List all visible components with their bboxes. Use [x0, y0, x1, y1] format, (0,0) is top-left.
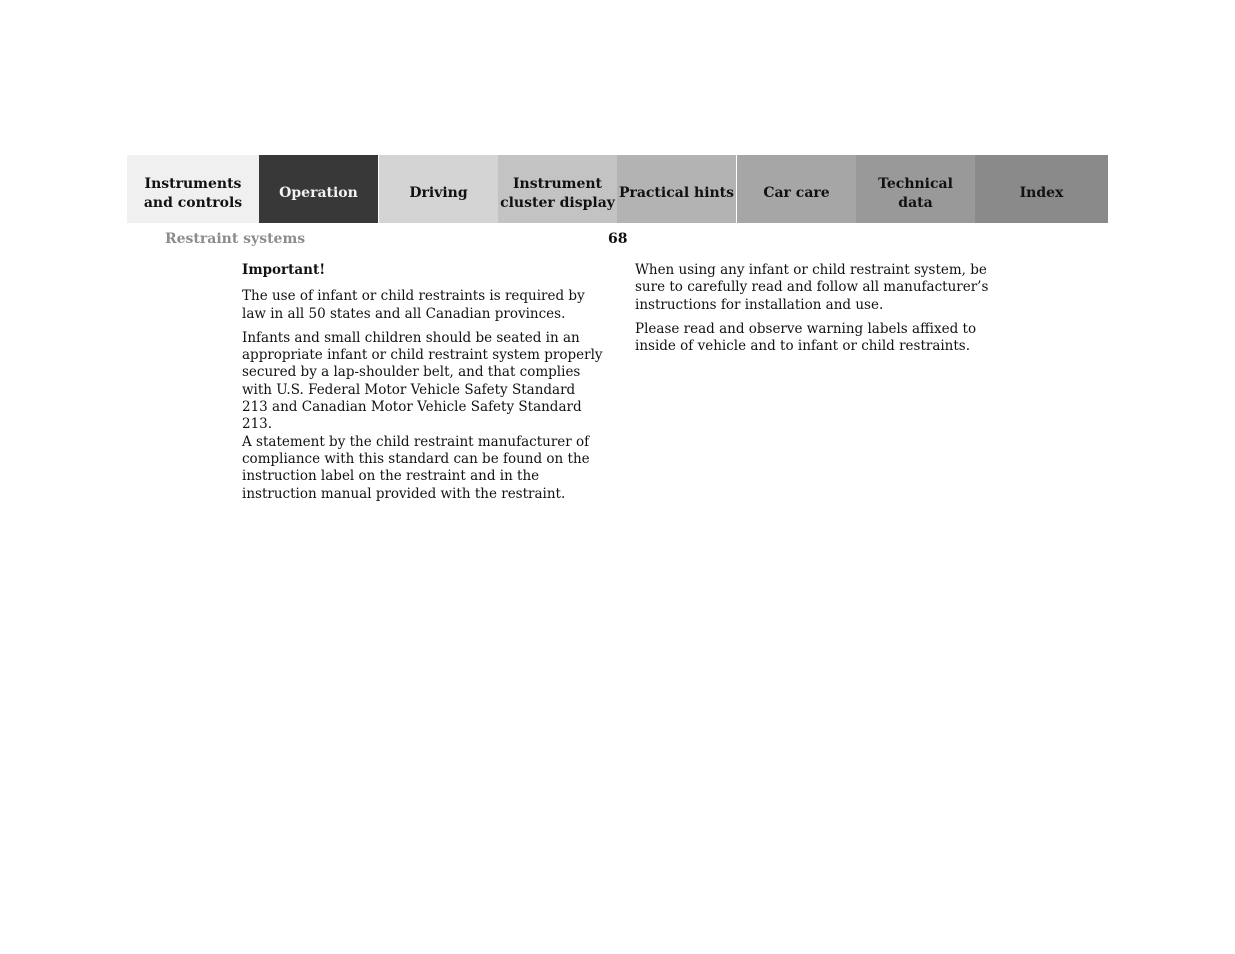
page-number: 68 — [608, 231, 628, 247]
tab-index[interactable]: Index — [975, 155, 1108, 223]
tab-operation[interactable]: Operation — [259, 155, 378, 223]
paragraph-seating-requirement: Infants and small children should be seated in an appropriate infant or child restraint system properly secured by a lap-shoulder belt, and that complies with U.S. Federal Motor Vehicle Safety Standard 213 and Canadian Motor Vehicle Safety Standard 213. — [242, 329, 603, 433]
section-title: Restraint systems — [165, 231, 306, 247]
paragraph-law-requirement: The use of infant or child restraints is required by law in all 50 states and all Canadian provinces. — [242, 288, 585, 322]
tab-driving[interactable]: Driving — [379, 155, 498, 223]
paragraph-manufacturer-instructions: When using any infant or child restraint system, be sure to carefully read and follow all manufacturer’s instructions for installation and use. — [635, 262, 989, 313]
tab-technical-data[interactable]: Technical data — [856, 155, 975, 223]
paragraph-compliance-statement: A statement by the child restraint manufacturer of compliance with this standard can be found on the instruction label on the restraint and in the instruction manual provided with the restraint. — [242, 433, 590, 502]
chapter-tab-bar — [127, 155, 1108, 223]
left-column — [242, 262, 604, 510]
tab-instrument-cluster-display[interactable]: Instrument cluster display — [498, 155, 617, 223]
tab-practical-hints[interactable]: Practical hints — [617, 155, 736, 223]
paragraph-warning-labels: Please read and observe warning labels affixed to inside of vehicle and to infant or child restraints. — [635, 320, 977, 355]
right-column — [635, 262, 997, 362]
tab-car-care[interactable]: Car care — [737, 155, 856, 223]
important-heading: Important! — [242, 262, 326, 278]
tab-instruments-and-controls[interactable]: Instruments and controls — [127, 155, 259, 223]
